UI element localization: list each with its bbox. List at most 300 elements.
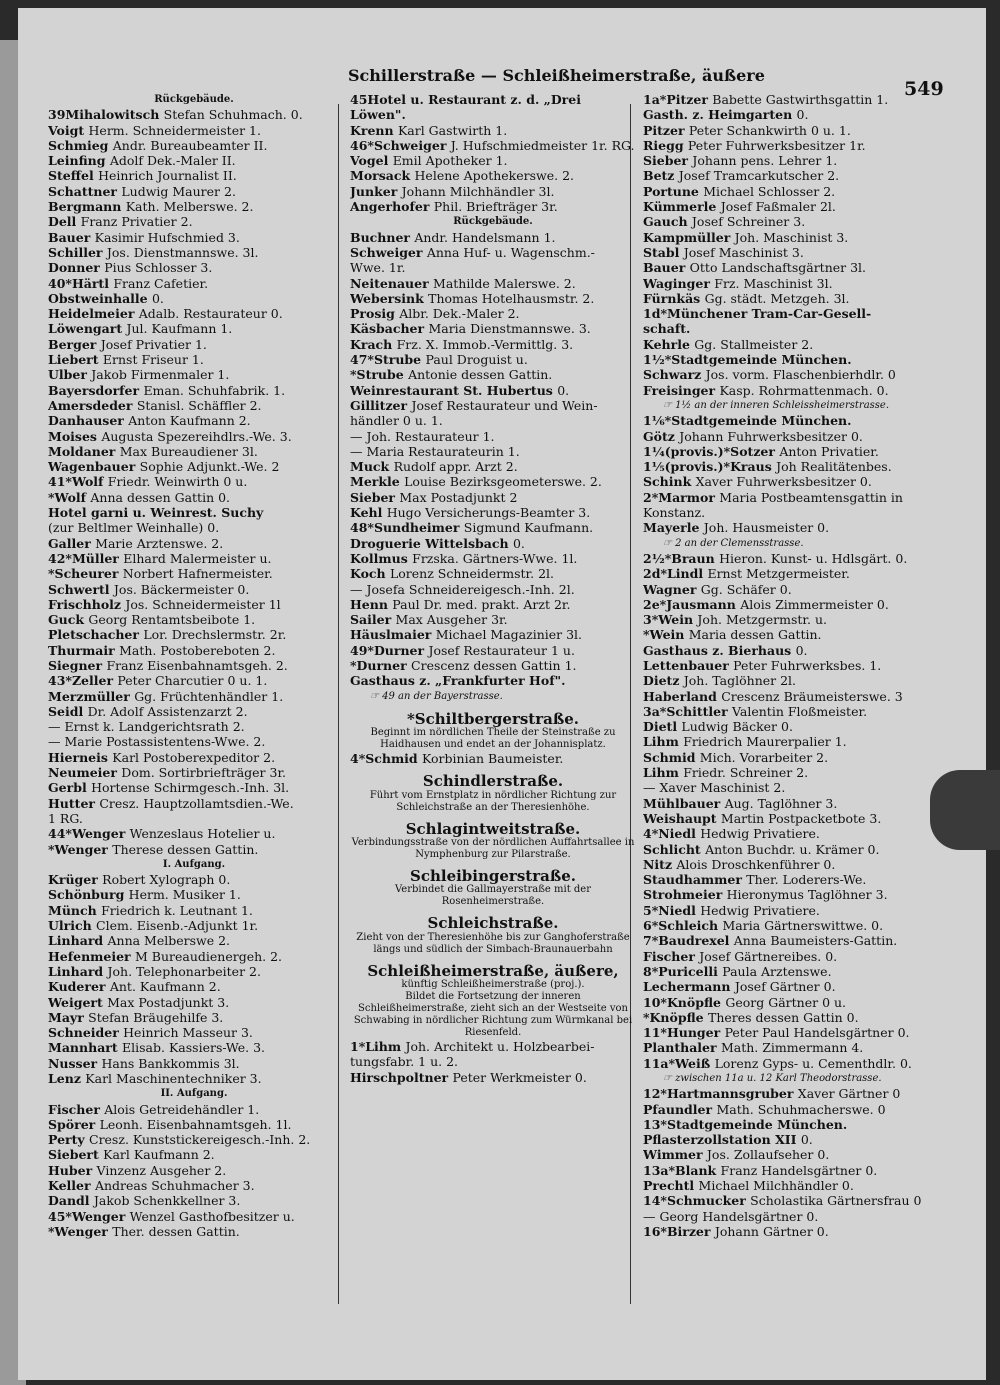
directory-entry xyxy=(350,199,636,214)
entry-details: Ant. Kaufmann 2. xyxy=(109,979,221,995)
entry-name: Kuderer xyxy=(48,979,110,995)
house-number: 43* xyxy=(48,673,72,689)
directory-entry xyxy=(643,276,948,291)
entry-name: Strube xyxy=(356,367,409,383)
entry-details: Gg. Stallmeister 2. xyxy=(694,336,814,352)
entry-details: Karl Maschinentechniker 3. xyxy=(85,1071,262,1086)
entry-name: Voigt xyxy=(48,122,89,138)
directory-entry xyxy=(48,138,340,153)
directory-entry xyxy=(48,704,340,719)
entry-name: Schweiger xyxy=(350,244,427,260)
entry-details: Joh Realitätenbes. xyxy=(776,459,892,475)
entry-details: — Xaver Maschinist 2. xyxy=(643,780,786,796)
directory-entry xyxy=(48,658,340,673)
directory-entry xyxy=(643,689,948,704)
directory-entry xyxy=(350,398,636,413)
directory-entry xyxy=(48,429,340,444)
entry-details: Johann Milchhändler 3l. xyxy=(401,183,555,199)
entry-name: Liebert xyxy=(48,352,103,368)
entry-details: 0. xyxy=(557,382,570,398)
entry-details: Frz. X. Immob.-Vermittlg. 3. xyxy=(396,336,574,352)
entry-details: Math. Schuhmacherswe. 0 xyxy=(716,1101,886,1117)
entry-details: Josef Privatier 1. xyxy=(100,336,207,352)
directory-entry xyxy=(48,643,340,658)
directory-entry xyxy=(350,520,636,535)
column-1 xyxy=(48,92,340,1239)
entry-name: Kehl xyxy=(350,505,387,521)
directory-entry xyxy=(48,505,340,520)
entry-name: Schiller xyxy=(48,244,107,260)
directory-entry xyxy=(643,796,948,811)
directory-entry xyxy=(350,291,636,306)
directory-entry xyxy=(48,1010,340,1025)
entry-name: Schmid xyxy=(643,749,700,765)
entry-name: Obstweinhalle xyxy=(48,290,152,306)
directory-entry xyxy=(48,352,340,367)
entry-name: Steffel xyxy=(48,168,99,184)
directory-entry xyxy=(643,765,948,780)
entry-details: Friedr. Weinwirth 0 u. xyxy=(107,474,248,490)
directory-entry xyxy=(643,551,948,566)
house-number: 44* xyxy=(48,826,72,842)
directory-entry xyxy=(48,796,340,811)
directory-entry xyxy=(643,857,948,872)
entry-details: Kath. Melberswe. 2. xyxy=(125,199,254,215)
directory-entry xyxy=(643,92,948,107)
directory-entry xyxy=(643,1086,948,1101)
house-number: * xyxy=(48,841,55,857)
entry-name: Knöpfle xyxy=(649,1009,708,1025)
entry-name: (provis.)*Sotzer xyxy=(664,443,780,459)
entry-details: Michael Schlosser 2. xyxy=(703,183,836,199)
entry-details: Karl Postoberexpeditor 2. xyxy=(112,749,276,765)
entry-name: Wein xyxy=(658,612,698,628)
entry-name: Stadtgemeinde München. xyxy=(666,1116,848,1132)
entry-name: Mayr xyxy=(48,1009,89,1025)
entry-details: Stanisl. Schäffler 2. xyxy=(136,397,262,413)
entry-name: Bayersdorfer xyxy=(48,382,144,398)
directory-entry xyxy=(48,995,340,1010)
entry-name: Wolf xyxy=(54,489,91,505)
entry-name: Seidl xyxy=(48,703,88,719)
directory-entry xyxy=(643,337,948,352)
entry-details: Alois Getreidehändler 1. xyxy=(104,1101,260,1117)
street-heading: Schleißheimerstraße, äußere, xyxy=(367,961,619,980)
entry-details: Gg. städt. Metzgeh. 3l. xyxy=(704,290,850,306)
house-number: * xyxy=(350,367,357,383)
directory-entry xyxy=(48,612,340,627)
directory-entry xyxy=(643,582,948,597)
entry-name: Schmieg xyxy=(48,137,113,153)
directory-entry xyxy=(643,520,948,535)
entry-name: Gasthaus z. „Frankfurter Hof". xyxy=(350,673,566,689)
house-number: 49* xyxy=(350,642,374,658)
entry-name: Löwen". xyxy=(350,107,406,123)
directory-entry xyxy=(643,214,948,229)
directory-entry xyxy=(643,612,948,627)
entry-details: händler 0 u. 1. xyxy=(350,413,443,429)
house-number: 48* xyxy=(350,520,374,536)
house-number: 2e* xyxy=(643,596,667,612)
entry-name: (provis.)*Kraus xyxy=(664,459,777,475)
house-number: * xyxy=(643,627,650,643)
directory-entry xyxy=(48,1193,340,1208)
directory-entry xyxy=(643,643,948,658)
entry-details: Louise Bezirksgeometerswe. 2. xyxy=(404,474,602,490)
directory-entry xyxy=(643,352,948,367)
entry-name: Wein xyxy=(649,627,689,643)
entry-details: Aug. Taglöhner 3. xyxy=(724,795,838,811)
entry-name: Berger xyxy=(48,336,101,352)
entry-name: Thurmair xyxy=(48,642,120,658)
directory-entry xyxy=(643,1040,948,1055)
street-heading: Schindlerstraße. xyxy=(422,772,564,791)
entry-name: Götz xyxy=(643,428,680,444)
entry-details: Ludwig Maurer 2. xyxy=(121,183,236,199)
entry-name: Krach xyxy=(350,336,397,352)
directory-entry xyxy=(48,1102,340,1117)
directory-entry xyxy=(643,734,948,749)
entry-name: Wagenbauer xyxy=(48,459,140,475)
entry-name: Kümmerle xyxy=(643,199,721,215)
entry-details: Peter Fuhrwerksbes. 1. xyxy=(733,657,882,673)
directory-entry xyxy=(643,474,948,489)
directory-entry xyxy=(643,490,948,505)
entry-name: Wenger xyxy=(54,1223,113,1239)
directory-entry xyxy=(48,842,340,857)
directory-entry xyxy=(48,413,340,428)
entry-details: 0. xyxy=(800,1132,813,1148)
entry-name: Lechermann xyxy=(643,979,735,995)
entry-details: Peter Paul Handelsgärtner 0. xyxy=(724,1025,910,1041)
directory-entry xyxy=(48,168,340,183)
entry-details: Lorenz Schneidermstr. 2l. xyxy=(389,566,554,582)
entry-name: Lihm xyxy=(365,1038,406,1054)
entry-details: 0. xyxy=(151,290,164,306)
entry-name: Wimmer xyxy=(643,1147,707,1163)
section-subheading: Rückgebäude. xyxy=(453,216,533,228)
entry-details: Peter Fuhrwerksbesitzer 1r. xyxy=(687,137,866,153)
entry-details: Anton Buchdr. u. Krämer 0. xyxy=(705,841,880,857)
entry-details: Hugo Versicherungs-Beamter 3. xyxy=(386,505,591,521)
entry-name: Mühlbauer xyxy=(643,795,725,811)
directory-entry xyxy=(643,673,948,688)
entry-name: Freisinger xyxy=(643,382,720,398)
directory-entry xyxy=(643,964,948,979)
entry-details: Karl Gastwirth 1. xyxy=(397,122,508,138)
entry-name: Bauer xyxy=(48,229,95,245)
entry-details: Mathilde Malerswe. 2. xyxy=(433,275,576,291)
entry-details: Joh. Maschinist 3. xyxy=(734,229,849,245)
entry-name: Wenger xyxy=(71,826,130,842)
entry-details: Sigmund Kaufmann. xyxy=(463,520,594,536)
entry-details: Hieronymus Taglöhner 3. xyxy=(726,887,888,903)
house-number: 45 xyxy=(350,92,368,107)
entry-details: Adolf Dek.-Maler II. xyxy=(109,153,236,169)
house-number: 1* xyxy=(350,1038,366,1054)
house-number: 11* xyxy=(643,1025,667,1041)
house-number: 16* xyxy=(643,1223,667,1239)
entry-name: Blank xyxy=(675,1162,721,1178)
directory-entry xyxy=(643,153,948,168)
entry-details: Elisab. Kassiers-We. 3. xyxy=(122,1040,265,1056)
directory-entry xyxy=(48,536,340,551)
entry-name: Neitenauer xyxy=(350,275,434,291)
entry-details: Augusta Spezereihdlrs.-We. 3. xyxy=(101,428,292,444)
entry-name: Hunger xyxy=(666,1025,725,1041)
entry-details: Crescenz Bräumeisterswe. 3 xyxy=(721,688,903,704)
entry-name: Marmor xyxy=(658,489,720,505)
entry-details: Max Bureaudiener 3l. xyxy=(119,443,258,459)
directory-entry xyxy=(643,627,948,642)
entry-details: Wwe. 1r. xyxy=(350,260,406,276)
directory-entry xyxy=(48,826,340,841)
entry-name: Scheurer xyxy=(54,566,123,582)
entry-details: Ther. dessen Gattin. xyxy=(112,1223,240,1239)
directory-entry xyxy=(643,429,948,444)
entry-details: Josef Gärtnereibes. 0. xyxy=(699,948,838,964)
entry-name: Moldaner xyxy=(48,443,120,459)
house-number: 14* xyxy=(643,1193,667,1209)
entry-name: Weiß xyxy=(675,1055,715,1071)
directory-entry xyxy=(350,551,636,566)
entry-details: Frz. Maschinist 3l. xyxy=(714,275,833,291)
entry-name: Schwertl xyxy=(48,581,114,597)
house-number: 40* xyxy=(48,275,72,291)
entry-details: — Joh. Restaurateur 1. xyxy=(350,428,495,444)
directory-entry xyxy=(643,367,948,382)
entry-details: Adalb. Restaurateur 0. xyxy=(138,306,283,322)
directory-entry xyxy=(48,398,340,413)
entry-details: Andr. Handelsmann 1. xyxy=(414,229,556,245)
entry-name: Kampmüller xyxy=(643,229,735,245)
entry-details: Johann pens. Lehrer 1. xyxy=(692,153,838,169)
entry-name: Sundheimer xyxy=(373,520,464,536)
entry-details: 0. xyxy=(512,535,525,551)
entry-name: Schlicht xyxy=(643,841,706,857)
directory-entry xyxy=(48,1224,340,1239)
entry-details: Cresz. Hauptzollamtsdien.-We. xyxy=(99,795,294,811)
directory-entry xyxy=(643,887,948,902)
directory-entry xyxy=(48,260,340,275)
entry-name: Dietl xyxy=(643,719,682,735)
entry-name: Gillitzer xyxy=(350,397,412,413)
directory-entry xyxy=(643,413,948,428)
entry-name: Donner xyxy=(48,260,105,276)
entry-details: Wenzel Gasthofbesitzer u. xyxy=(129,1208,295,1224)
cross-reference-note: ☞ zwischen 11a u. 12 Karl Theodorstrasse. xyxy=(663,1073,882,1084)
entry-details: Anna Melberswe 2. xyxy=(107,933,231,949)
entry-details: Josef Tramcarkutscher 2. xyxy=(678,168,840,184)
directory-entry xyxy=(643,1117,948,1132)
entry-name: Niedl xyxy=(658,902,701,918)
cross-reference-note: ☞ 1½ an der inneren Schleissheimerstrasse. xyxy=(663,399,890,411)
directory-entry xyxy=(48,918,340,933)
street-heading: Schleichstraße. xyxy=(427,914,559,933)
entry-name: Hotel u. Restaurant z. d. „Drei xyxy=(367,92,581,107)
entry-name: Strohmeier xyxy=(643,887,727,903)
entry-name: Haberland xyxy=(643,688,722,704)
entry-details: Scholastika Gärtnersfrau 0 xyxy=(750,1193,922,1209)
directory-entry xyxy=(643,505,948,520)
directory-entry xyxy=(643,1025,948,1040)
house-number: 10* xyxy=(643,994,667,1010)
entry-name: Härtl xyxy=(71,275,114,291)
entry-name: Schneider xyxy=(48,1025,124,1041)
entry-details: tungsfabr. 1 u. 2. xyxy=(350,1054,459,1070)
directory-entry xyxy=(643,750,948,765)
entry-name: Linhard xyxy=(48,963,108,979)
directory-entry xyxy=(48,689,340,704)
entry-details: Joh. Architekt u. Holzbearbei- xyxy=(405,1038,595,1054)
entry-details: Lorenz Gyps- u. Cementhdlr. 0. xyxy=(714,1055,912,1071)
entry-details: Georg Gärtner 0 u. xyxy=(725,994,847,1010)
entry-name: Birzer xyxy=(666,1223,715,1239)
entry-details: Mich. Vorarbeiter 2. xyxy=(699,749,829,765)
directory-entry xyxy=(48,780,340,795)
entry-details: Ludwig Bäcker 0. xyxy=(681,719,793,735)
entry-name: Käsbacher xyxy=(350,321,429,337)
entry-name: Wagner xyxy=(643,581,701,597)
house-number: 12* xyxy=(643,1086,667,1102)
entry-name: Lihm xyxy=(643,734,684,750)
entry-name: Schink xyxy=(643,474,696,490)
directory-entry xyxy=(48,245,340,260)
directory-entry xyxy=(643,933,948,948)
entry-name: Stadtgemeinde München. xyxy=(671,352,852,368)
entry-details: Joh. Telephonarbeiter 2. xyxy=(107,963,261,979)
directory-entry xyxy=(48,551,340,566)
entry-name: Siebert xyxy=(48,1147,104,1163)
directory-entry xyxy=(48,933,340,948)
entry-name: Stabl xyxy=(643,244,684,260)
house-number: 6* xyxy=(643,918,659,934)
entry-details: Max Ausgeher 3r. xyxy=(395,612,508,628)
entry-name: Mannhart xyxy=(48,1040,123,1056)
directory-entry xyxy=(350,459,636,474)
entry-details: Jos. Bäckermeister 0. xyxy=(113,581,250,597)
entry-details: Otto Landschaftsgärtner 3l. xyxy=(689,260,867,276)
entry-details: Therese dessen Gattin. xyxy=(112,841,259,857)
directory-entry xyxy=(643,444,948,459)
directory-entry xyxy=(350,383,636,398)
entry-name: Weinrestaurant St. Hubertus xyxy=(350,382,558,398)
directory-entry xyxy=(350,153,636,168)
directory-entry xyxy=(350,138,636,153)
house-number: 1⅕ xyxy=(643,459,665,475)
house-number: * xyxy=(48,489,55,505)
directory-entry xyxy=(48,1132,340,1147)
directory-entry xyxy=(48,230,340,245)
entry-name: Gerbl xyxy=(48,780,92,796)
directory-entry xyxy=(350,658,636,673)
entry-name: Moises xyxy=(48,428,102,444)
entry-details: Frzska. Gärtners-Wwe. 1l. xyxy=(412,550,578,566)
house-number: 8* xyxy=(643,963,659,979)
entry-name: Wolf xyxy=(71,474,108,490)
directory-page xyxy=(18,8,986,1380)
entry-name: Planthaler xyxy=(643,1040,721,1056)
entry-name: Krüger xyxy=(48,872,103,888)
entry-name: Morsack xyxy=(350,168,415,184)
directory-entry xyxy=(48,673,340,688)
directory-entry xyxy=(643,658,948,673)
entry-name: Strube xyxy=(373,352,426,368)
directory-entry xyxy=(48,444,340,459)
directory-entry xyxy=(48,1209,340,1224)
entry-details: Anna dessen Gattin 0. xyxy=(90,489,231,505)
directory-entry xyxy=(643,918,948,933)
directory-entry xyxy=(48,490,340,505)
directory-entry xyxy=(350,306,636,321)
entry-details: Franz Eisenbahnamtsgeh. 2. xyxy=(106,657,288,673)
entry-details: Thomas Hotelhausmstr. 2. xyxy=(428,290,595,306)
entry-name: Pletschacher xyxy=(48,627,144,643)
street-description: Verbindungsstraße von der nördlichen Auffahrtsallee in Nymphenburg zur Pilarstraße. xyxy=(351,837,635,861)
entry-details: Konstanz. xyxy=(643,505,706,521)
directory-entry xyxy=(643,842,948,857)
directory-entry xyxy=(48,887,340,902)
entry-name: Münch xyxy=(48,902,102,918)
entry-details: Friedrich k. Leutnant 1. xyxy=(101,902,253,918)
column-2 xyxy=(350,92,636,1085)
entry-details: Anton Kaufmann 2. xyxy=(128,413,251,429)
section-subheading: Rückgebäude. xyxy=(154,94,234,105)
entry-name: Merkle xyxy=(350,474,405,490)
house-number: 11a* xyxy=(643,1055,676,1071)
entry-name: Danhauser xyxy=(48,413,129,429)
entry-details: Maria dessen Gattin. xyxy=(688,627,822,643)
directory-entry xyxy=(643,1224,948,1239)
entry-details: Maria Postbeamtensgattin in xyxy=(719,489,903,505)
directory-entry xyxy=(48,872,340,887)
entry-details: Albr. Dek.-Maler 2. xyxy=(399,306,520,322)
house-number: 45* xyxy=(48,1208,72,1224)
entry-details: Dr. Adolf Assistenzarzt 2. xyxy=(87,703,248,719)
directory-entry xyxy=(350,444,636,459)
entry-name: Fischer xyxy=(643,948,700,964)
directory-entry xyxy=(48,719,340,734)
entry-name: Buchner xyxy=(350,229,415,245)
directory-entry xyxy=(643,138,948,153)
entry-name: Sailer xyxy=(350,612,396,628)
entry-name: Niedl xyxy=(658,826,701,842)
entry-name: Staudhammer xyxy=(643,872,747,888)
entry-name: Schwarz xyxy=(643,367,706,383)
entry-details: Jos. Zollaufseher 0. xyxy=(706,1147,830,1163)
directory-entry xyxy=(643,811,948,826)
entry-name: Heidelmeier xyxy=(48,306,139,322)
page-number: 549 xyxy=(904,78,944,100)
entry-details: — Georg Handelsgärtner 0. xyxy=(643,1208,819,1224)
directory-entry xyxy=(643,230,948,245)
entry-name: Gauch xyxy=(643,214,692,230)
entry-name: Knöpfle xyxy=(666,994,726,1010)
entry-details: Math. Postobereboten 2. xyxy=(119,642,276,658)
entry-details: — Maria Restaurateurin 1. xyxy=(350,443,520,459)
house-number: 1a* xyxy=(643,92,667,107)
entry-details: Max Postadjunkt 2 xyxy=(399,489,518,505)
entry-details: Lor. Drechslermstr. 2r. xyxy=(143,627,287,643)
directory-entry xyxy=(643,291,948,306)
entry-details: Jos. Schneidermeister 1l xyxy=(125,596,281,612)
directory-entry xyxy=(48,306,340,321)
directory-entry xyxy=(350,1070,636,1085)
entry-details: Elhard Malermeister u. xyxy=(123,550,272,566)
entry-name: Webersink xyxy=(350,290,429,306)
entry-details: Wenzeslaus Hotelier u. xyxy=(129,826,276,842)
directory-entry xyxy=(48,765,340,780)
